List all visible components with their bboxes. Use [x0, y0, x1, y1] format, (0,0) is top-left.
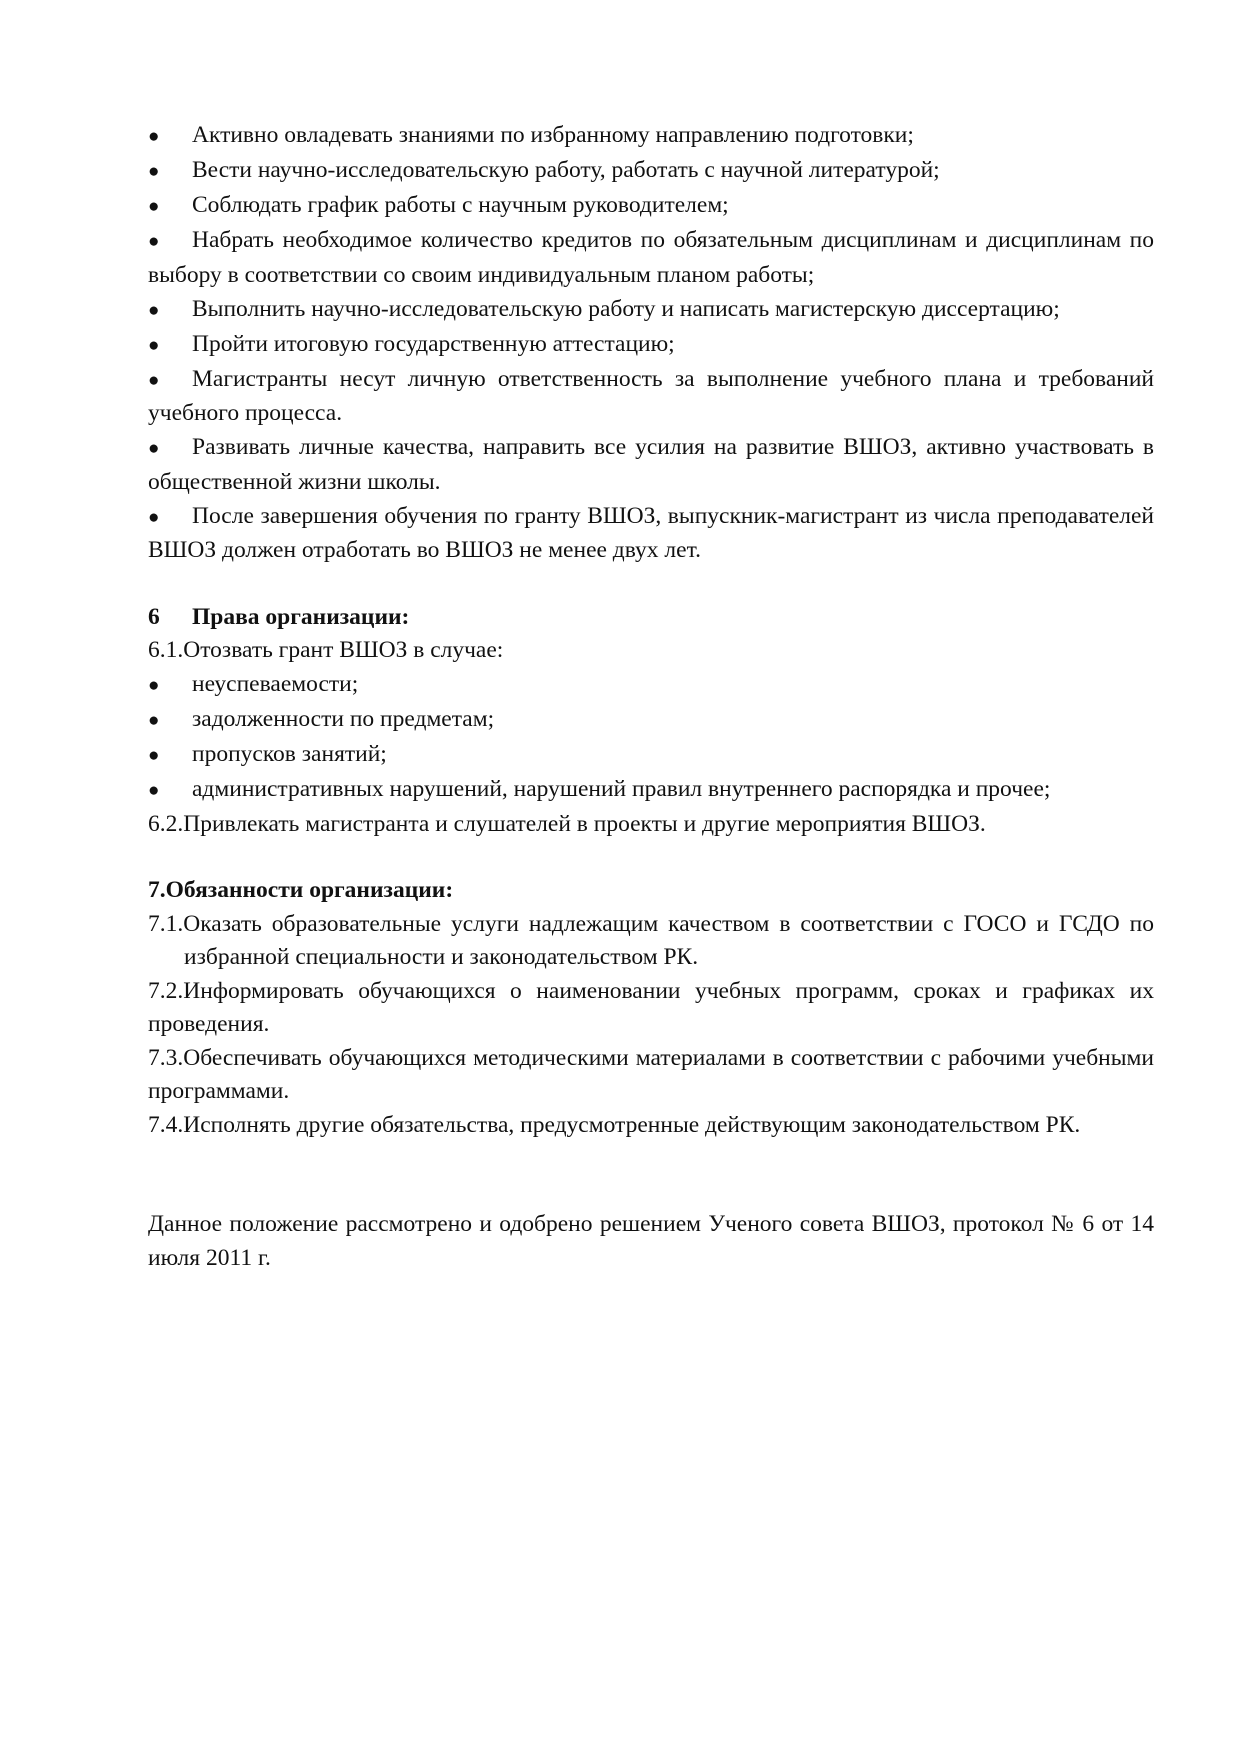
bullet-icon: ● [148, 369, 160, 391]
list-item [148, 773, 1154, 808]
list-item [148, 500, 1154, 568]
list-item-text: административных нарушений, нарушений правил внутреннего распорядка и прочее; [192, 775, 1051, 802]
bullet-icon: ● [148, 744, 160, 766]
list-item-text: Активно овладевать знаниями по избранному направлению подготовки; [192, 122, 914, 148]
bullet-icon: ● [148, 506, 160, 528]
bullet-icon: ● [148, 709, 160, 731]
list-item-text: пропусков занятий; [192, 740, 387, 767]
bullet-icon: ● [148, 196, 160, 217]
bullet-icon: ● [148, 438, 160, 459]
student-duties-list [148, 119, 1154, 568]
list-item [148, 293, 1154, 328]
bullet-icon: ● [148, 334, 160, 356]
list-item [148, 119, 1154, 154]
bullet-icon: ● [148, 161, 160, 182]
list-item-text: Набрать необходимое количество кредитов по обязательным дисциплинам и дисциплинам по выбору в соответствии со своим индивидуальным планом работы; [148, 227, 1154, 288]
section-title: Права организации: [192, 603, 410, 630]
section-title: 7.Обязанности организации: [148, 877, 454, 903]
clause-7-1: 7.1.Оказать образовательные услуги надлежащим качеством в соответствии с ГОСО и ГСДО по избранной специальности и законодательством РК. [148, 910, 1154, 970]
list-item-text: Вести научно-исследовательскую работу, работать с научной литературой; [192, 157, 940, 183]
section-heading [148, 601, 1154, 635]
list-item-text: Развивать личные качества, направить все усилия на развитие ВШОЗ, активно участвовать в общественной жизни школы. [148, 434, 1154, 495]
list-item [148, 154, 1154, 189]
clause-6-1: 6.1.Отозвать грант ВШОЗ в случае: [148, 637, 504, 663]
section-6 [148, 601, 1154, 842]
list-item-text: После завершения обучения по гранту ВШОЗ, выпускник-магистрант из числа преподавателей ВШОЗ должен отработать во ВШОЗ не менее двух лет. [148, 502, 1154, 563]
list-item [148, 224, 1154, 292]
bullet-icon: ● [148, 674, 160, 696]
list-item [148, 363, 1154, 431]
bullet-icon: ● [148, 299, 160, 321]
list-item-text: Магистранты несут личную ответственность за выполнение учебного плана и требований учебного процесса. [148, 365, 1154, 426]
bullet-icon: ● [148, 231, 160, 252]
list-item [148, 189, 1154, 224]
list-item-text: Соблюдать график работы с научным руководителем; [192, 192, 729, 218]
list-item [148, 738, 1154, 773]
bullet-icon: ● [148, 126, 160, 147]
clause-6-2: 6.2.Привлекать магистранта и слушателей в проекты и другие мероприятия ВШОЗ. [148, 810, 986, 837]
list-item-text: Выполнить научно-исследовательскую работу и написать магистерскую диссертацию; [192, 295, 1060, 322]
list-item-text: Пройти итоговую государственную аттестацию; [192, 330, 675, 357]
document-page [148, 119, 1154, 1299]
clause-7-3: 7.3.Обеспечивать обучающихся методическими материалами в соответствии с рабочими учебными программами. [148, 1044, 1154, 1104]
list-item [148, 703, 1154, 738]
list-item [148, 328, 1154, 363]
approval-note: Данное положение рассмотрено и одобрено решением Ученого совета ВШОЗ, протокол № 6 от 14 июля 2011 г. [148, 1211, 1154, 1271]
list-item-text: неуспеваемости; [192, 670, 359, 697]
clause-7-2: 7.2.Информировать обучающихся о наименовании учебных программ, сроках и графиках их проведения. [148, 977, 1154, 1037]
list-item [148, 431, 1154, 499]
section-7 [148, 874, 1154, 1142]
clause-7-4: 7.4.Исполнять другие обязательства, предусмотренные действующим законодательством РК. [148, 1111, 1081, 1138]
section-number: 6 [148, 603, 160, 630]
bullet-icon: ● [148, 779, 160, 801]
list-item-text: задолженности по предметам; [192, 705, 495, 732]
list-item [148, 668, 1154, 703]
